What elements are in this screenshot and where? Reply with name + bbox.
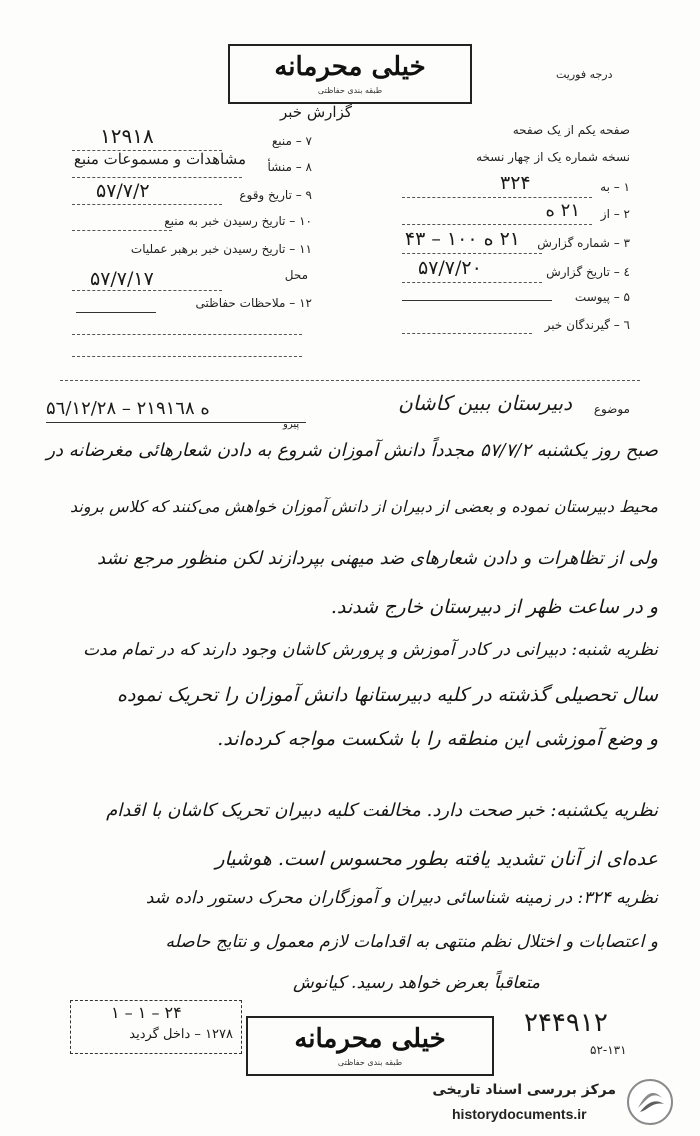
body-line-11: و اعتصابات و اختلال نظم منتهی به اقدامات لازم معمول و نتایج حاصله: [165, 932, 658, 952]
body-line-12: متعاقباً بعرض خواهد رسید. کیانوش: [292, 973, 540, 993]
field-11-label: ۱۱ – تاریخ رسیدن خبر برهبر عملیات: [130, 242, 312, 256]
form-code: ۵۲-۱۳۱: [590, 1043, 627, 1057]
reference-label: پیرو: [283, 419, 300, 430]
org-name: مرکز بررسی اسناد تاریخی: [432, 1082, 616, 1098]
field-12-label: ۱۲ – ملاحظات حفاظتی: [195, 296, 312, 310]
field-7-label: ۷ – منبع: [271, 134, 312, 148]
archive-logo-svg: [626, 1078, 674, 1126]
priority-label: درجه فوریت: [556, 68, 613, 81]
archive-logo-icon: [626, 1078, 674, 1126]
classification-top-text: خیلی محرمانه: [274, 52, 426, 82]
field-3-value: ۲۱ ه ۱۰۰ – ۴۳: [404, 228, 520, 250]
reference-value: ۵٦/۱۲/۲۸ – ۲۱ه ۹۱٦۸: [46, 398, 210, 419]
field-11-sub-label: محل: [284, 268, 308, 282]
classification-stamp-bottom: [246, 1016, 494, 1076]
body-line-6: سال تحصیلی گذشته در کلیه دبیرستانها دانش آموزان را تحریک نموده: [116, 684, 658, 706]
body-line-5: نظریه شنبه: دبیرانی در کادر آموزش و پرورش کاشان وجود دارند که در تمام مدت: [83, 640, 658, 660]
field-2-value: ۲۱ ه: [545, 200, 580, 221]
field-3-label: ۳ – شماره گزارش: [537, 236, 630, 250]
field-9-value: ۵۷/۷/۲: [96, 180, 150, 202]
field-10-label: ۱۰ – تاریخ رسیدن خبر به منبع: [164, 214, 312, 228]
body-line-9: عده‌ای از آنان تشدید یافته بطور محسوس است. هوشیار: [215, 848, 658, 870]
receipt-line-2: ۱۲۷۸ – داخل گردید: [129, 1027, 233, 1042]
field-4-value: ۵۷/۷/۲۰: [418, 257, 482, 279]
copy-line: نسخه شماره یک از چهار نسخه: [476, 150, 630, 164]
classification-top-sub: طبقه بندی حفاظتی: [317, 86, 383, 95]
receipt-stamp: [70, 1000, 242, 1054]
body-line-2: محیط دبیرستان نموده و بعضی از دبیران از دانش آموزان خواهش می‌کنند که کلاس بروند: [70, 497, 658, 516]
body-line-7: و وضع آموزشی این منطقه را با شکست مواجه کرده‌اند.: [217, 728, 658, 750]
field-8-value: مشاهدات و مسموعات منبع: [73, 150, 246, 168]
body-line-3: ولی از تظاهرات و دادن شعارهای ضد میهنی بپردازند لکن منظور مرجع نشد: [97, 548, 658, 569]
field-5-label: ۵ – پیوست: [574, 290, 630, 304]
archive-number: ۲۴۴۹۱۲: [524, 1008, 608, 1038]
subject-label: موضوع: [593, 402, 630, 416]
field-6-label: ٦ – گیرندگان خبر: [544, 318, 630, 332]
field-9-label: ۹ – تاریخ وقوع: [239, 188, 312, 202]
field-4-label: ٤ – تاریخ گزارش: [546, 265, 630, 279]
field-11-value: ۵۷/۷/۱۷: [90, 268, 154, 290]
website-url: historydocuments.ir: [452, 1106, 587, 1122]
classification-bottom-text: خیلی محرمانه: [294, 1024, 446, 1054]
classification-bottom-sub: طبقه بندی حفاظتی: [337, 1058, 403, 1067]
field-1-value: ۳۲۴: [500, 172, 531, 194]
body-line-8: نظریه یکشنبه: خبر صحت دارد. مخالفت کلیه دبیران تحریک کاشان با اقدام: [106, 800, 658, 821]
body-line-4: و در ساعت ظهر از دبیرستان خارج شدند.: [330, 596, 658, 618]
report-type: گزارش خبر: [280, 103, 352, 121]
subject-value: دبیرستان ببین کاشان: [398, 391, 572, 415]
body-line-10: نظریه ۳۲۴: در زمینه شناسائی دبیران و آموزگاران محرک دستور داده شد: [145, 888, 658, 908]
classification-stamp-top: [228, 44, 472, 104]
field-7-value: ۱۲۹۱۸: [100, 124, 154, 148]
receipt-line-1: ۱ – ۱ – ۲۴: [111, 1003, 182, 1022]
field-8-label: ۸ – منشأ: [267, 160, 312, 174]
page-line: صفحه یکم از یک صفحه: [512, 123, 630, 137]
body-line-1: صبح روز یکشنبه ۵۷/۷/۲ مجدداً دانش آموزان شروع به دادن شعارهائی مغرضانه در: [46, 440, 658, 461]
field-1-label: ۱ – به: [600, 180, 630, 194]
field-2-label: ۲ – از: [600, 207, 630, 221]
